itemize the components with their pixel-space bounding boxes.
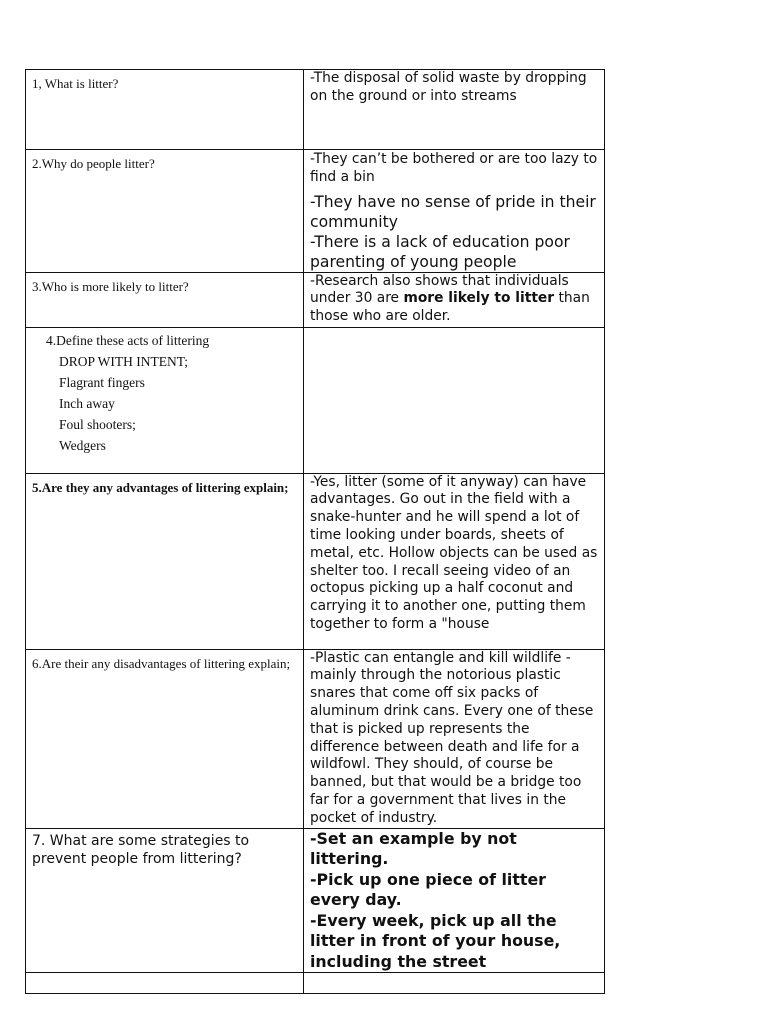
question-text: 6.Are their any disadvantages of littering explain;: [32, 655, 291, 671]
answer-cell: [304, 327, 605, 473]
answer-line: -Yes, litter (some of it anyway) can have advantages. Go out in the field with a snake-hunter and he will spend a lot of time looking under boards, sheets of metal, etc. Hollow objects can be used as shelter too. I recall seeing video of an octopus picking up a half coconut and carrying it to another one, putting them together to form a "house: [310, 473, 598, 632]
answer-part: than those who are older.: [310, 290, 590, 325]
question-cell: [26, 473, 304, 649]
answer-emphasis: more likely to litter: [403, 290, 555, 307]
answer-cell: [304, 473, 605, 649]
question-cell: [26, 649, 304, 828]
answer-cell: [304, 649, 605, 828]
answer-line: -Pick up one piece of litter every day.: [310, 869, 546, 910]
table-row: [26, 327, 605, 473]
table-row: [26, 973, 605, 994]
answer-cell: [304, 70, 605, 150]
term-flagrant-fingers: Flagrant fingers: [59, 374, 145, 390]
answer-line: -The disposal of solid waste by dropping on the ground or into streams: [310, 70, 587, 104]
table-row: [26, 70, 605, 150]
answer-line: -They have no sense of pride in their community: [310, 192, 596, 231]
answer-line: -Plastic can entangle and kill wildlife - mainly through the notorious plastic snares that come off six packs of aluminum drink cans. Every one of these that is picked up represents the difference between death and life for a wildfowl. They should, of course be banned, but that would be a bridge too far for a government that lives in the pocket of industry.: [310, 649, 594, 826]
question-text: 7. What are some strategies to prevent people from littering?: [32, 832, 250, 867]
answer-line: -Every week, pick up all the litter in front of your house, including the street: [310, 910, 561, 971]
answer-line: -Set an example by not littering.: [310, 828, 517, 869]
answer-cell: [304, 272, 605, 327]
table-row: [26, 272, 605, 327]
answer-text: [304, 650, 604, 828]
question-heading: 4.Define these acts of littering: [46, 332, 210, 348]
answer-line: -They can’t be bothered or are too lazy to find a bin: [310, 151, 598, 185]
empty-cell: [304, 973, 605, 994]
table-row: [26, 473, 605, 649]
answer-text: [304, 273, 604, 326]
term-wedgers: Wedgers: [59, 437, 106, 453]
question-text: 3.Who is more likely to litter?: [32, 278, 189, 294]
table-row: [26, 649, 605, 828]
question-text: [26, 328, 303, 456]
answer-cell: [304, 150, 605, 273]
table-row: [26, 828, 605, 973]
answer-text: [304, 150, 604, 272]
answer-line: -There is a lack of education poor parenting of young people: [310, 232, 570, 271]
question-text: 5.Are they any advantages of littering explain;: [32, 479, 289, 495]
question-cell: [26, 272, 304, 327]
question-text: 2.Why do people litter?: [32, 156, 155, 171]
answer-text: [304, 70, 604, 106]
answer-text: [304, 829, 604, 973]
term-inch-away: Inch away: [59, 395, 115, 411]
empty-cell: [26, 973, 304, 994]
answer-cell: [304, 828, 605, 973]
question-cell: [26, 327, 304, 473]
question-cell: [26, 150, 304, 273]
answer-text: [304, 474, 604, 634]
question-cell: [26, 828, 304, 973]
question-cell: [26, 70, 304, 150]
term-drop-with-intent: DROP WITH INTENT;: [59, 353, 188, 369]
table-row: [26, 150, 605, 273]
litter-qa-table: [25, 69, 605, 994]
question-text: 1, What is litter?: [32, 76, 119, 91]
term-foul-shooters: Foul shooters;: [59, 416, 136, 432]
answer-part: -Research also shows that individuals under 30 are: [310, 272, 569, 307]
